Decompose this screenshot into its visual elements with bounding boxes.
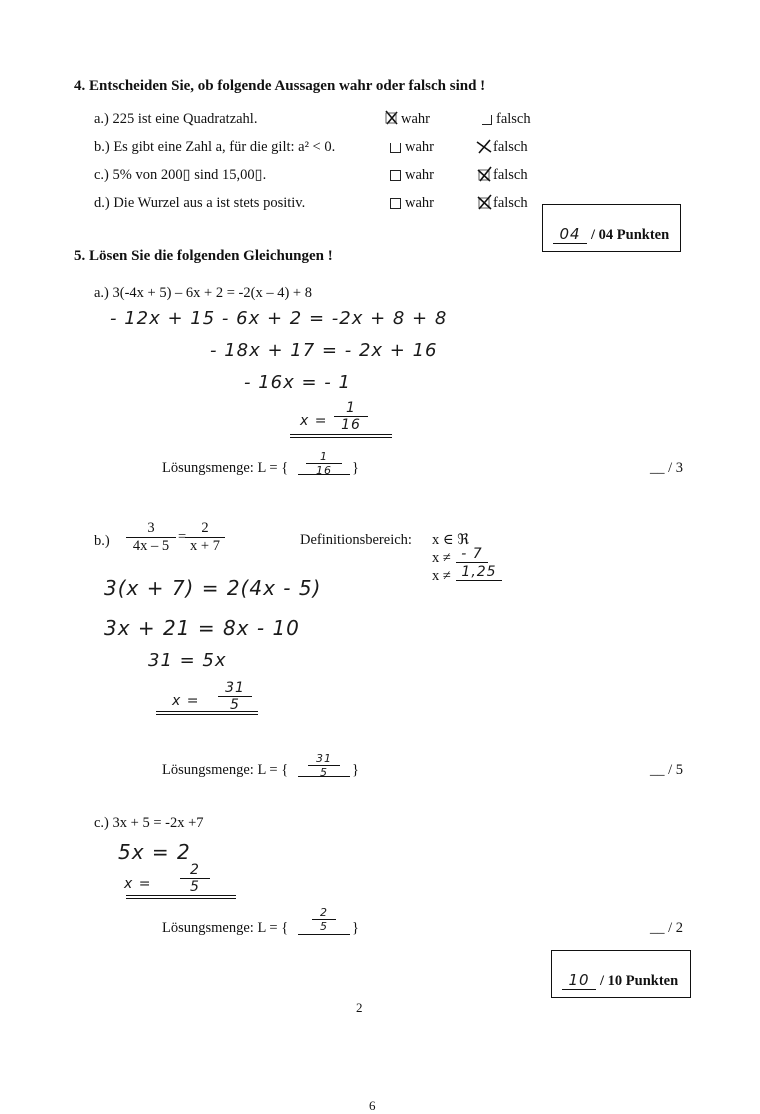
false-label: falsch [493, 195, 528, 211]
fraction-denominator: 4x – 5 [132, 538, 170, 554]
task5b-domain-value-1[interactable]: - 7 [456, 546, 488, 563]
task5b-domain-label: Definitionsbereich: [300, 532, 412, 548]
fraction-numerator: 2 [185, 520, 225, 538]
task5a-equation: a.) 3(-4x + 5) – 6x + 2 = -2(x – 4) + 8 [94, 285, 312, 301]
task5c-result-fraction [180, 862, 210, 895]
task5a-result-fraction [334, 400, 368, 433]
task4-item-a-true-option[interactable] [388, 111, 430, 128]
equals-sign: = [178, 529, 187, 545]
fraction-denominator: 5 [320, 766, 328, 779]
checkbox-icon[interactable] [390, 143, 401, 153]
checkbox-icon[interactable] [390, 170, 401, 181]
false-label: falsch [496, 111, 531, 127]
task5b-result-lhs: x = [172, 693, 200, 709]
true-label: wahr [405, 167, 434, 183]
task5b-points: __ / 5 [650, 762, 684, 778]
task5b-domain-line-1: x ∈ ℜ [432, 532, 470, 548]
task5c-solution-label: Lösungsmenge: L = { [162, 920, 289, 936]
closing-brace: } [352, 920, 359, 936]
task5b-work-line-2: 3x + 21 = 8x - 10 [104, 616, 300, 640]
task5-score-suffix: / 10 Punkten [600, 973, 679, 989]
task5c-result-lhs: x = [124, 876, 152, 892]
task5c-points: __ / 2 [650, 920, 684, 936]
task5a-solution-fraction [306, 450, 342, 477]
task4-item-b: b.) Es gibt eine Zahl a, für die gilt: a² < 0. [94, 139, 336, 155]
task5b-label: b.) [94, 533, 110, 549]
task4-score-suffix: / 04 Punkten [591, 227, 670, 243]
checkbox-checked-icon[interactable] [480, 199, 489, 208]
closing-brace: } [352, 762, 359, 778]
task4-item-a-false-option[interactable] [482, 111, 531, 128]
fraction-denominator: 5 [320, 920, 328, 933]
double-underline [290, 434, 392, 438]
task5a-work-line-1: - 12x + 15 - 6x + 2 = -2x + 8 + 8 [110, 308, 448, 329]
double-underline [126, 895, 236, 899]
task4-heading: 4. Entscheiden Sie, ob folgende Aussagen wahr oder falsch sind ! [74, 78, 486, 94]
task4-item-d: d.) Die Wurzel aus a ist stets positiv. [94, 195, 306, 211]
task5-heading: 5. Lösen Sie die folgenden Gleichungen ! [74, 248, 333, 264]
fraction-denominator: 16 [316, 464, 332, 477]
checkbox-checked-icon[interactable] [480, 171, 489, 180]
task5b-result-fraction [218, 680, 252, 713]
task5-score-handwritten: 10 [562, 971, 596, 990]
checkbox-checked-icon[interactable] [480, 143, 489, 152]
fraction-denominator: x + 7 [190, 538, 220, 554]
task4-item-b-false-option[interactable] [480, 139, 528, 156]
fraction-denominator: 5 [230, 697, 240, 713]
closing-brace: } [352, 460, 359, 476]
fraction-denominator: 16 [341, 417, 361, 433]
fraction-numerator: 2 [312, 906, 336, 920]
task5b-work-line-3: 31 = 5x [148, 650, 227, 671]
task4-item-b-true-option[interactable] [390, 139, 434, 156]
task5b-solution-field[interactable] [298, 754, 350, 777]
fraction-denominator: 5 [190, 879, 200, 895]
double-underline [156, 711, 258, 715]
bottom-page-mark: 6 [369, 1098, 376, 1113]
task5a-solution-label: Lösungsmenge: L = { [162, 460, 289, 476]
fraction-numerator: 31 [308, 752, 340, 766]
true-label: wahr [405, 139, 434, 155]
task5a-points: __ / 3 [650, 460, 684, 476]
fraction-numerator: 31 [218, 680, 252, 697]
task5-score-box [551, 950, 691, 998]
task4-item-c-true-option[interactable] [390, 167, 434, 184]
fraction-numerator: 1 [306, 450, 342, 464]
false-label: falsch [493, 139, 528, 155]
task5c-work-line-1: 5x = 2 [118, 840, 191, 864]
checkbox-icon[interactable] [482, 115, 492, 125]
false-label: falsch [493, 167, 528, 183]
task5c-equation: c.) 3x + 5 = -2x +7 [94, 815, 204, 831]
task5b-solution-label: Lösungsmenge: L = { [162, 762, 289, 778]
true-label: wahr [405, 195, 434, 211]
task5a-result-lhs: x = [300, 413, 328, 429]
task4-score-box [542, 204, 681, 252]
task5b-domain-line-2: x ≠ [432, 550, 451, 566]
checkbox-icon[interactable] [390, 198, 401, 209]
task5a-solution-field[interactable] [298, 452, 350, 475]
task4-item-c-false-option[interactable] [480, 167, 528, 184]
task5c-solution-field[interactable] [298, 906, 350, 935]
task4-item-c: c.) 5% von 200▯ sind 15,00▯. [94, 167, 267, 183]
task4-score-handwritten: 04 [553, 225, 587, 244]
task5b-fraction-right [185, 520, 225, 555]
task4-score [553, 225, 669, 244]
task4-item-d-false-option[interactable] [480, 195, 528, 212]
task5b-domain-line-3: x ≠ [432, 568, 451, 584]
task5b-fraction-left [126, 520, 176, 555]
task4-item-a: a.) 225 ist eine Quadratzahl. [94, 111, 258, 127]
page-number: 2 [356, 1000, 363, 1015]
task5b-solution-fraction [308, 752, 340, 779]
task5a-work-line-2: - 18x + 17 = - 2x + 16 [210, 340, 438, 361]
fraction-numerator: 3 [126, 520, 176, 538]
fraction-numerator: 1 [334, 400, 368, 417]
task5a-work-line-3: - 16x = - 1 [244, 372, 351, 393]
checkbox-checked-icon[interactable] [388, 115, 397, 124]
task5c-solution-fraction [312, 906, 336, 933]
true-label: wahr [401, 111, 430, 127]
fraction-numerator: 2 [180, 862, 210, 879]
task5b-domain-value-2[interactable]: 1,25 [456, 564, 502, 581]
task5-score [562, 971, 678, 990]
task4-item-d-true-option[interactable] [390, 195, 434, 212]
task5b-work-line-1: 3(x + 7) = 2(4x - 5) [104, 576, 322, 600]
